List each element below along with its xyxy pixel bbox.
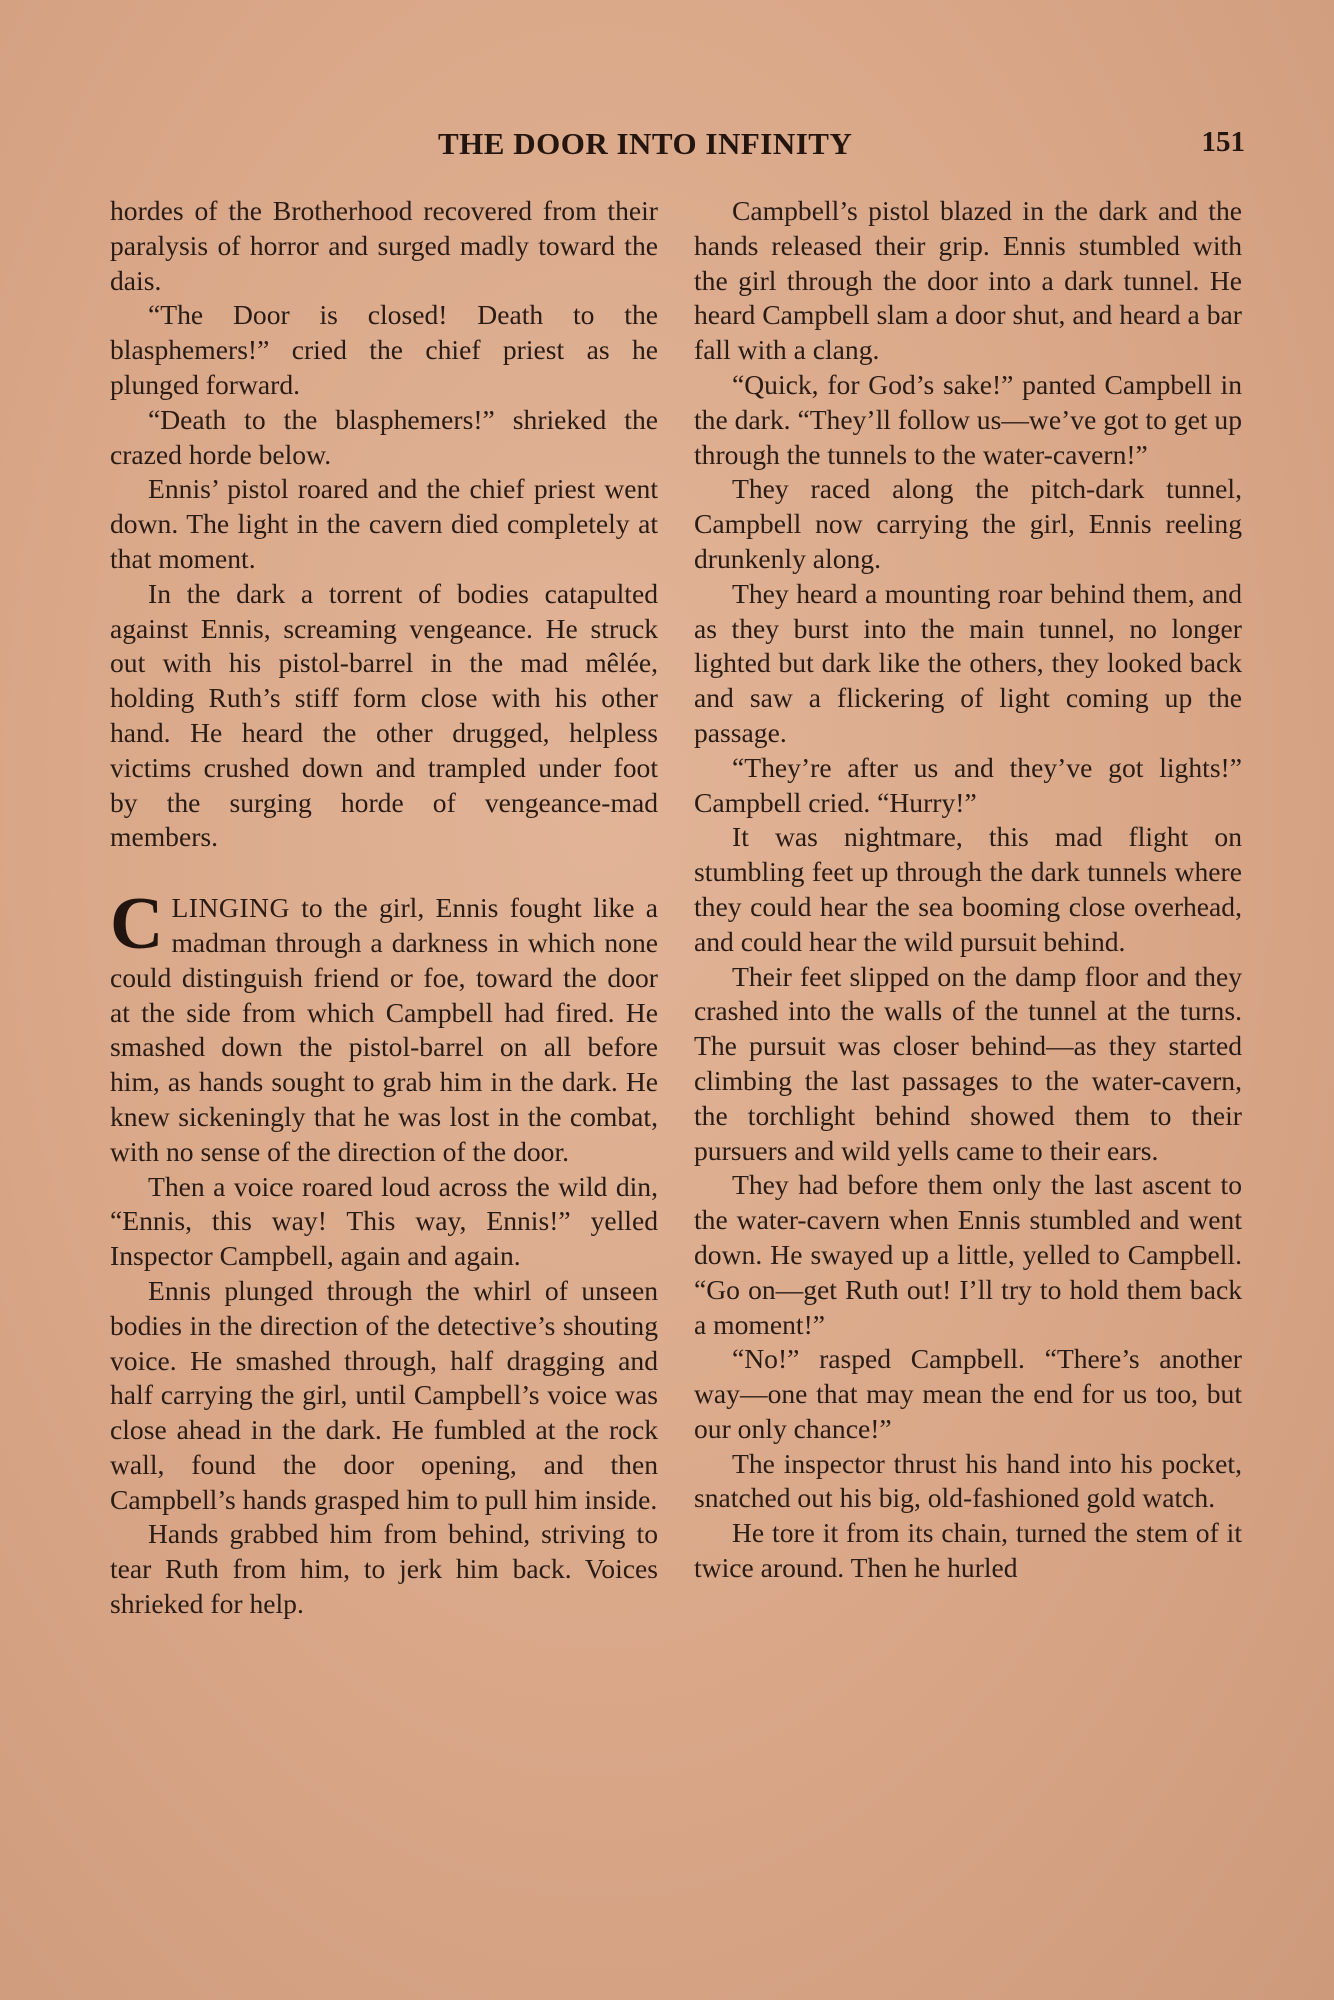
- drop-cap: C: [110, 883, 164, 966]
- paragraph: He tore it from its chain, turned the stem of it twice around. Then he hurled: [694, 1517, 1242, 1584]
- right-column: [694, 194, 1242, 1586]
- small-caps-lead: LINGING: [171, 892, 290, 924]
- running-title: THE DOOR INTO INFINITY: [438, 126, 853, 161]
- left-column: [110, 194, 658, 1622]
- paragraph: “They’re after us and they’ve got lights!” Campbell cried. “Hurry!”: [694, 751, 1242, 818]
- paragraph: The inspector thrust his hand into his pocket, snatched out his big, old-fashioned gold watch.: [694, 1447, 1242, 1514]
- section-opening-paragraph: [110, 883, 658, 1169]
- paragraph: “The Door is closed! Death to the blasphemers!” cried the chief priest as he plunged forward.: [110, 299, 658, 400]
- paragraph: It was nightmare, this mad flight on stumbling feet up through the dark tunnels where they could hear the sea booming close overhead, and could hear the wild pursuit behind.: [694, 821, 1242, 957]
- page-number: 151: [1201, 126, 1245, 158]
- paragraph: Ennis’ pistol roared and the chief priest went down. The light in the cavern died completely at that moment.: [110, 473, 658, 574]
- paragraph: Ennis plunged through the whirl of unseen bodies in the direction of the detective’s shouting voice. He smashed through, half dragging and half carrying the girl, until Campbell’s voice was close ahead in the dark. He fumbled at the rock wall, found the door opening, and then Campbell’s hands grasped him to pull him inside.: [110, 1274, 658, 1515]
- paragraph: They heard a mounting roar behind them, and as they burst into the main tunnel, no longer lighted but dark like the others, they looked back and saw a flickering of light coming up the passage.: [694, 577, 1242, 748]
- paragraph: “Quick, for God’s sake!” panted Campbell in the dark. “They’ll follow us—we’ve got to get up through the tunnels to the water-cavern!”: [694, 368, 1242, 470]
- section-opening-text: to the girl, Ennis fought like a madman through a darkness in which none could distinguish friend or foe, toward the door at the side from which Campbell had fired. He smashed down the pistol-barrel on all before him, as hands sought to grab him in the dark. He knew sickeningly that he was lost in the combat, with no sense of the direction of the door.: [110, 892, 658, 1167]
- paragraph: hordes of the Brotherhood recovered from their paralysis of horror and surged madly toward the dais.: [110, 195, 658, 296]
- paragraph: Campbell’s pistol blazed in the dark and the hands released their grip. Ennis stumbled with the girl through the door into a dark tunnel. He heard Campbell slam a door shut, and heard a bar fall with a clang.: [694, 195, 1242, 366]
- paragraph: Their feet slipped on the damp floor and they crashed into the walls of the tunnel at the turns. The pursuit was closer behind—as they started climbing the last passages to the water-cavern, the torchlight behind showed them to their pursuers and wild yells came to their ears.: [694, 960, 1242, 1166]
- paragraph: Then a voice roared loud across the wild din, “Ennis, this way! This way, Ennis!” yelled Inspector Campbell, again and again.: [110, 1170, 658, 1272]
- paragraph: They raced along the pitch-dark tunnel, Campbell now carrying the girl, Ennis reeling drunkenly along.: [694, 473, 1242, 574]
- paragraph: They had before them only the last ascent to the water-cavern when Ennis stumbled and went down. He swayed up a little, yelled to Campbell. “Go on—get Ruth out! I’ll try to hold them back a moment!”: [694, 1169, 1242, 1340]
- paragraph: In the dark a torrent of bodies catapulted against Ennis, screaming vengeance. He struck out with his pistol-barrel in the mad mêlée, holding Ruth’s stiff form close with his other hand. He heard the other drugged, helpless victims crushed down and trampled under foot by the surging horde of vengeance-mad members.: [110, 577, 658, 853]
- paragraph: “Death to the blasphemers!” shrieked the crazed horde below.: [110, 403, 658, 470]
- paragraph: Hands grabbed him from behind, striving to tear Ruth from him, to jerk him back. Voices shrieked for help.: [110, 1518, 658, 1620]
- paragraph: “No!” rasped Campbell. “There’s another way—one that may mean the end for us too, but our only chance!”: [694, 1343, 1242, 1444]
- running-head: [110, 126, 1245, 166]
